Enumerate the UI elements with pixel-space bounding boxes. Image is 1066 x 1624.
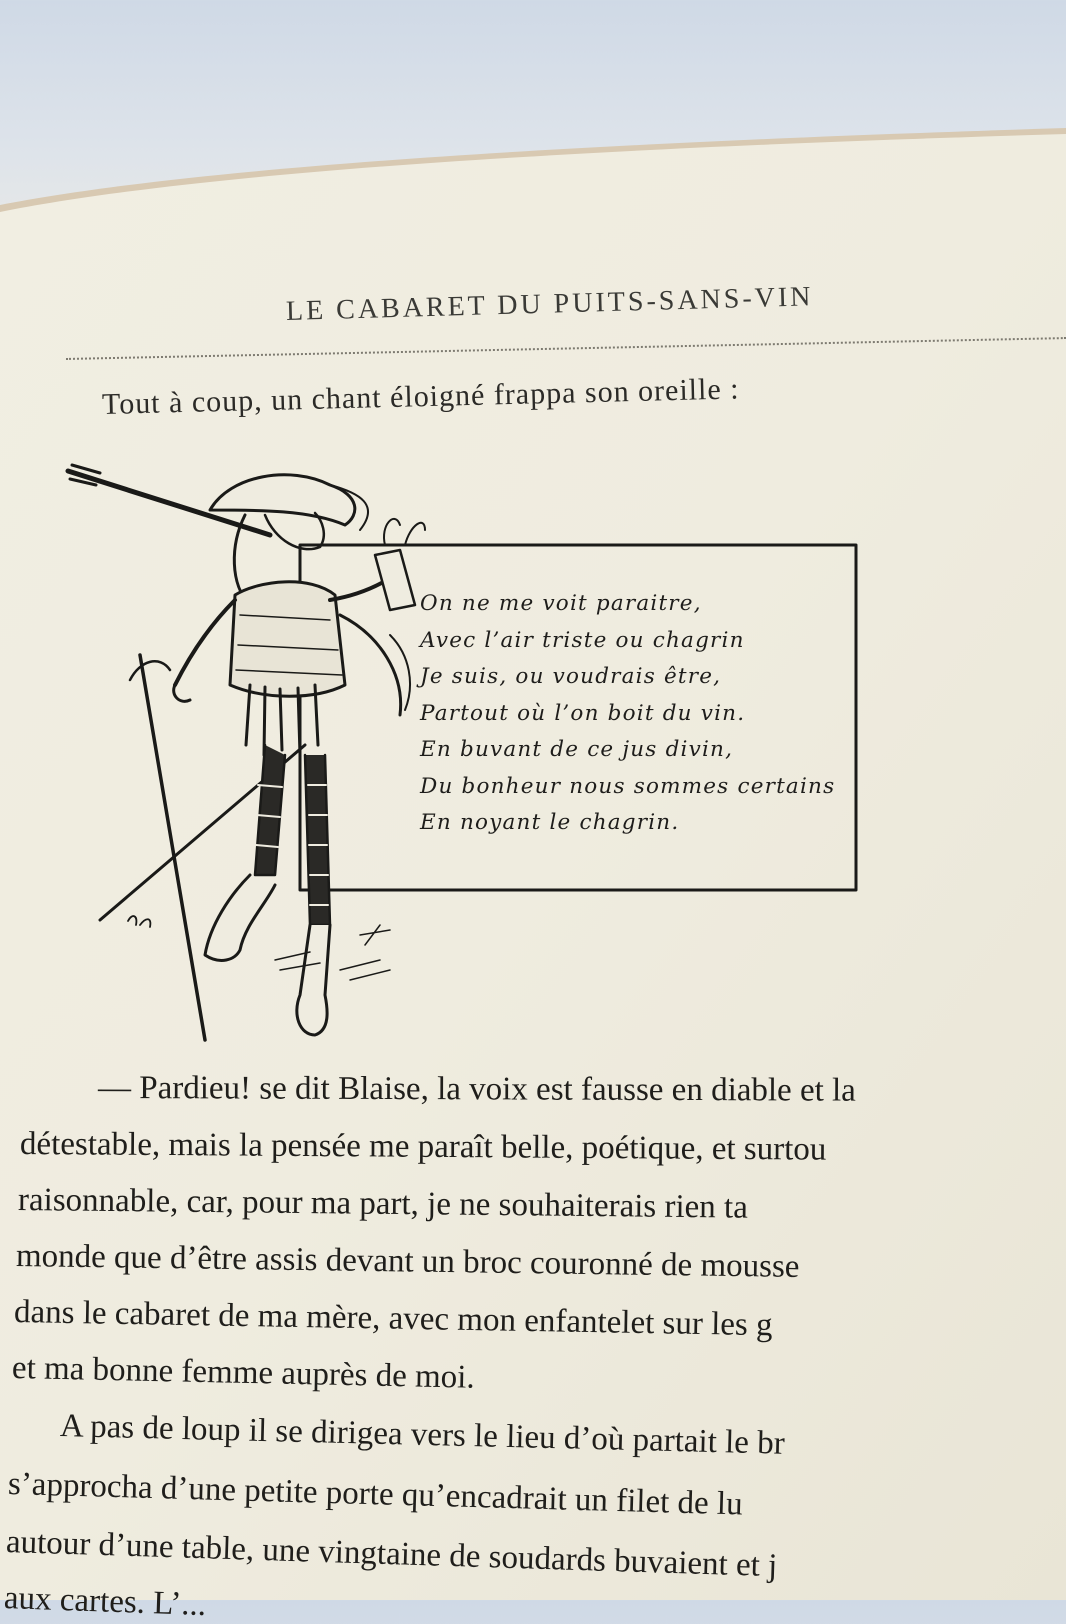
verse-line: Avec l’air triste ou chagrin [420,627,745,653]
verse-line: On ne me voit paraitre, [420,591,702,616]
verse-line: Partout où l’on boit du vin. [420,700,746,726]
intro-line: Tout à coup, un chant éloigné frappa son oreille : [101,372,740,421]
body-line: raisonnable, car, pour ma part, je ne souhaiterais rien ta [17,1182,749,1226]
verse-line: En noyant le chagrin. [420,810,680,835]
plumed-hat-icon [210,475,355,525]
body-line: détestable, mais la pensée me paraît belle, poétique, et surtou [19,1126,827,1168]
bottle-icon [375,550,415,610]
body-line: autour d’une table, une vingtaine de soudards buvaient et j [5,1524,778,1585]
sword-icon [140,655,205,1040]
body-line: s’approcha d’une petite porte qu’encadrait un filet de lu [7,1466,744,1523]
artist-signature [128,916,150,927]
body-line: monde que d’être assis devant un broc couronné de mousse [15,1238,800,1285]
body-line: — Pardieu! se dit Blaise, la voix est fausse en diable et la [97,1070,856,1109]
verse-line: Je suis, ou voudrais être, [420,664,722,689]
running-header: LE CABARET DU PUITS-SANS-VIN [285,281,814,327]
boot-icon [297,925,330,1035]
verse-line: En buvant de ce jus divin, [420,737,734,762]
body-line: et ma bonne femme auprès de moi. [11,1350,476,1396]
verse-line: Du bonheur nous sommes certains [420,773,836,799]
body-line: aux cartes. L’... [3,1580,207,1624]
song-verse [420,586,860,842]
body-line: A pas de loup il se dirigea vers le lieu d’où partait le br [59,1408,786,1462]
body-line: dans le cabaret de ma mère, avec mon enfantelet sur les g [13,1294,773,1344]
